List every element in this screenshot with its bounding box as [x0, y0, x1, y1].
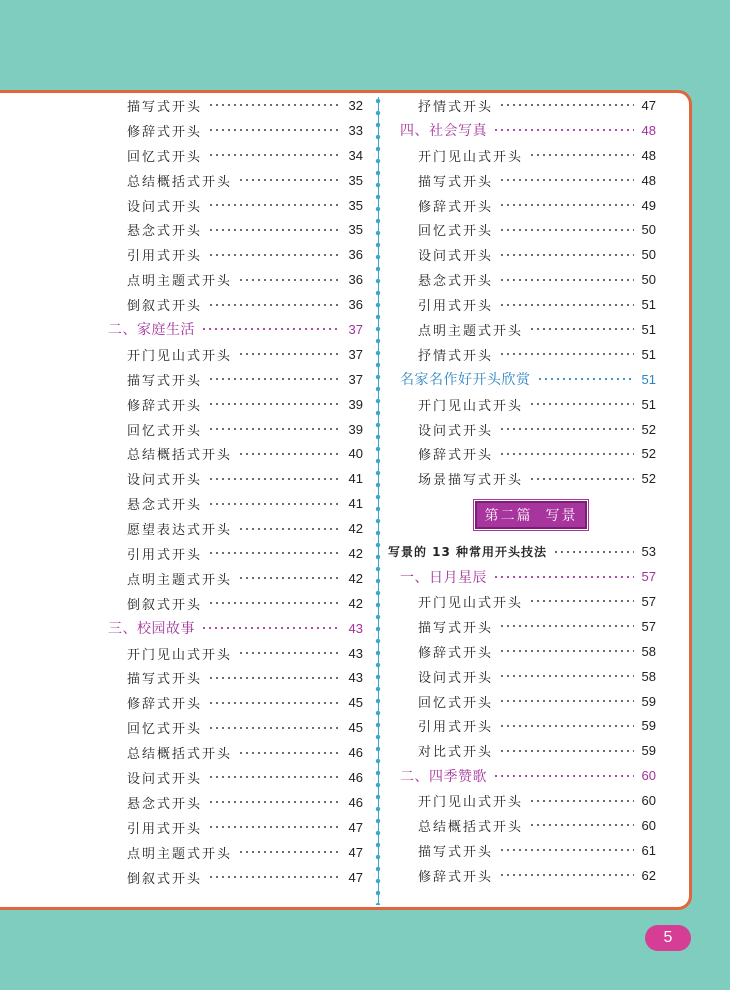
page-ref: 62 [641, 867, 656, 883]
page-ref: 47 [348, 819, 363, 835]
toc-entry-row[interactable] [0, 516, 372, 541]
page-ref: 50 [641, 247, 656, 263]
dot-leader [208, 254, 341, 256]
dot-leader [201, 627, 341, 629]
toc-section-row[interactable] [386, 763, 658, 788]
dot-leader [208, 304, 341, 306]
page-ref: 42 [348, 570, 363, 586]
toc-entry-row[interactable] [386, 143, 658, 168]
entry-title: 修辞式开头 [127, 398, 203, 414]
dot-leader [499, 453, 634, 455]
section-title: 二、家庭生活 [108, 322, 195, 339]
toc-section-row[interactable] [386, 118, 658, 143]
page-ref: 47 [348, 869, 363, 885]
page-ref: 43 [348, 670, 363, 686]
dot-leader [499, 229, 634, 231]
entry-title: 回忆式开头 [127, 722, 203, 738]
entry-title: 开门见山式开头 [418, 595, 524, 611]
toc-entry-row[interactable] [0, 143, 372, 168]
page-ref: 48 [641, 147, 656, 163]
page-ref: 42 [348, 545, 363, 561]
page-ref: 47 [641, 97, 656, 113]
entry-title: 设问式开头 [127, 473, 203, 489]
toc-entry-row[interactable] [386, 93, 658, 118]
toc-entry-row[interactable] [0, 815, 372, 840]
entry-title: 悬念式开头 [127, 224, 203, 240]
dot-leader [499, 179, 634, 181]
entry-title: 开门见山式开头 [418, 795, 524, 811]
page-ref: 57 [641, 593, 656, 609]
dot-leader [499, 700, 634, 702]
page-ref: 48 [641, 122, 656, 138]
page-number-badge: 5 [645, 925, 691, 951]
page-ref: 51 [641, 321, 656, 337]
entry-title: 开门见山式开头 [418, 398, 524, 414]
page-ref: 45 [348, 695, 363, 711]
page-ref: 39 [348, 396, 363, 412]
toc-entry-row[interactable] [0, 715, 372, 740]
toc-entry-row[interactable] [386, 639, 658, 664]
toc-entry-row[interactable] [386, 317, 658, 342]
entry-title: 引用式开头 [127, 547, 203, 563]
page-ref: 42 [348, 595, 363, 611]
toc-entry-row[interactable] [0, 591, 372, 616]
page-ref: 37 [348, 346, 363, 362]
page-ref: 33 [348, 122, 363, 138]
entry-title: 设问式开头 [127, 199, 203, 215]
dot-leader [238, 279, 341, 281]
page-ref: 35 [348, 197, 363, 213]
entry-title: 悬念式开头 [127, 796, 203, 812]
page-ref: 52 [641, 471, 656, 487]
dot-leader [499, 279, 634, 281]
toc-entry-row[interactable] [386, 242, 658, 267]
toc-entry-row[interactable] [386, 713, 658, 738]
page-ref: 51 [641, 297, 656, 313]
page-ref: 60 [641, 793, 656, 809]
toc-entry-row[interactable] [0, 217, 372, 242]
dot-leader [499, 750, 634, 752]
toc-entry-row[interactable] [386, 193, 658, 218]
page-ref: 42 [348, 521, 363, 537]
toc-entry-row[interactable] [0, 541, 372, 566]
page-ref: 60 [641, 768, 656, 784]
page-ref: 59 [641, 743, 656, 759]
dot-leader [238, 577, 341, 579]
toc-entry-row[interactable] [0, 342, 372, 367]
dot-leader [208, 602, 341, 604]
entry-title: 设问式开头 [418, 249, 494, 265]
toc-entry-row[interactable] [386, 838, 658, 863]
toc-entry-row[interactable] [0, 491, 372, 516]
toc-entry-row[interactable] [386, 217, 658, 242]
section-title: 三、校园故事 [108, 621, 195, 638]
dot-leader [208, 129, 341, 131]
entry-title: 点明主题式开头 [127, 274, 233, 290]
dot-leader [238, 179, 341, 181]
part-heading-row [386, 491, 658, 539]
toc-entry-row[interactable] [386, 168, 658, 193]
toc-entry-row[interactable] [0, 865, 372, 890]
entry-title: 总结概括式开头 [127, 448, 233, 464]
toc-entry-row[interactable] [0, 840, 372, 865]
page-ref: 59 [641, 718, 656, 734]
page-ref: 40 [348, 446, 363, 462]
dot-leader [208, 702, 341, 704]
dot-leader [499, 625, 634, 627]
dot-leader [208, 378, 341, 380]
entry-title: 描写式开头 [127, 672, 203, 688]
page-ref: 48 [641, 172, 656, 188]
dot-leader [499, 874, 634, 876]
toc-left-column [0, 93, 372, 890]
page-ref: 58 [641, 643, 656, 659]
section-title: 一、日月星辰 [400, 569, 487, 586]
dot-leader [238, 528, 341, 530]
page-ref: 39 [348, 421, 363, 437]
toc-section-row[interactable] [386, 367, 658, 392]
dot-leader [208, 727, 341, 729]
page-ref: 53 [641, 544, 656, 560]
entry-title: 设问式开头 [418, 670, 494, 686]
dot-leader [499, 428, 634, 430]
toc-entry-row[interactable] [386, 664, 658, 689]
page-ref: 36 [348, 297, 363, 313]
section-title: 名家名作好开头欣赏 [400, 372, 531, 389]
toc-entry-row[interactable] [0, 441, 372, 466]
toc-entry-row[interactable] [386, 689, 658, 714]
dot-leader [208, 552, 341, 554]
page-ref: 51 [641, 371, 656, 387]
page-ref: 32 [348, 97, 363, 113]
entry-title: 描写式开头 [127, 373, 203, 389]
dot-leader [201, 328, 341, 330]
dot-leader [529, 403, 634, 405]
toc-entry-row[interactable] [386, 589, 658, 614]
dot-leader [208, 154, 341, 156]
entry-title: 回忆式开头 [127, 423, 203, 439]
entry-title: 引用式开头 [418, 720, 494, 736]
toc-entry-row[interactable] [386, 738, 658, 763]
entry-title: 抒情式开头 [418, 348, 494, 364]
page-ref: 60 [641, 817, 656, 833]
toc-entry-row[interactable] [0, 566, 372, 591]
page-ref: 37 [348, 321, 363, 337]
entry-title: 引用式开头 [127, 821, 203, 837]
dot-leader [208, 229, 341, 231]
entry-title: 引用式开头 [418, 299, 494, 315]
page-ref: 45 [348, 720, 363, 736]
dot-leader [238, 752, 341, 754]
toc-entry-row[interactable] [0, 242, 372, 267]
entry-title: 设问式开头 [127, 771, 203, 787]
toc-entry-row[interactable] [0, 267, 372, 292]
entry-title: 愿望表达式开头 [127, 523, 233, 539]
entry-title: 修辞式开头 [127, 697, 203, 713]
entry-title: 写景的 13 种常用开头技法 [388, 545, 548, 560]
entry-title: 修辞式开头 [418, 448, 494, 464]
entry-title: 回忆式开头 [418, 224, 494, 240]
entry-title: 描写式开头 [127, 99, 203, 115]
entry-title: 倒叙式开头 [127, 871, 203, 887]
entry-title: 引用式开头 [127, 249, 203, 265]
entry-title: 修辞式开头 [418, 645, 494, 661]
page-ref: 34 [348, 147, 363, 163]
dot-leader [499, 353, 634, 355]
dot-leader [208, 801, 341, 803]
page-ref: 36 [348, 272, 363, 288]
entry-title: 设问式开头 [418, 423, 494, 439]
page-ref: 46 [348, 745, 363, 761]
dot-leader [208, 677, 341, 679]
page-ref: 47 [348, 844, 363, 860]
page-ref: 52 [641, 421, 656, 437]
entry-title: 回忆式开头 [418, 695, 494, 711]
toc-entry-row[interactable] [0, 168, 372, 193]
dot-leader [208, 428, 341, 430]
entry-title: 点明主题式开头 [127, 846, 233, 862]
page-ref: 35 [348, 172, 363, 188]
dot-leader [208, 478, 341, 480]
page-ref: 36 [348, 247, 363, 263]
entry-title: 对比式开头 [418, 745, 494, 761]
page-ref: 35 [348, 222, 363, 238]
entry-title: 修辞式开头 [418, 869, 494, 885]
dot-leader [208, 876, 341, 878]
page-ref: 41 [348, 496, 363, 512]
page-ref: 51 [641, 396, 656, 412]
toc-section-row[interactable] [0, 317, 372, 342]
page-ref: 46 [348, 769, 363, 785]
toc-entry-row[interactable] [386, 342, 658, 367]
entry-title: 总结概括式开头 [418, 819, 524, 835]
page-ref: 57 [641, 618, 656, 634]
dot-leader [499, 254, 634, 256]
entry-title: 描写式开头 [418, 844, 494, 860]
page-ref: 52 [641, 446, 656, 462]
toc-section-row[interactable] [386, 564, 658, 589]
page-ref: 51 [641, 346, 656, 362]
dot-leader [493, 129, 634, 131]
toc-entry-row[interactable] [386, 292, 658, 317]
toc-entry-row[interactable] [0, 790, 372, 815]
toc-entry-row[interactable] [0, 292, 372, 317]
dot-leader [238, 652, 341, 654]
toc-entry-row[interactable] [0, 690, 372, 715]
entry-title: 倒叙式开头 [127, 597, 203, 613]
entry-title: 开门见山式开头 [418, 149, 524, 165]
toc-entry-row[interactable] [0, 740, 372, 765]
toc-entry-row[interactable] [386, 417, 658, 442]
dot-leader [238, 851, 341, 853]
dot-leader [493, 576, 634, 578]
toc-entry-row[interactable] [386, 788, 658, 813]
dot-leader [208, 403, 341, 405]
toc-entry-row[interactable] [0, 93, 372, 118]
toc-entry-row[interactable] [0, 466, 372, 491]
toc-entry-row[interactable] [386, 392, 658, 417]
page-ref: 57 [641, 569, 656, 585]
toc-entry-row[interactable] [0, 641, 372, 666]
entry-title: 抒情式开头 [418, 99, 494, 115]
section-title: 二、四季赞歌 [400, 768, 487, 785]
dot-leader [529, 600, 634, 602]
dot-leader [499, 650, 634, 652]
page-ref: 58 [641, 668, 656, 684]
toc-entry-row[interactable] [0, 193, 372, 218]
dot-leader [499, 725, 634, 727]
toc-entry-row[interactable] [0, 665, 372, 690]
dot-leader [238, 453, 341, 455]
part-heading: 第二篇 写景 [475, 501, 588, 529]
dot-leader [529, 800, 634, 802]
entry-title: 修辞式开头 [418, 199, 494, 215]
entry-title: 点明主题式开头 [418, 323, 524, 339]
dot-leader [493, 775, 634, 777]
page-ref: 46 [348, 794, 363, 810]
page-ref: 50 [641, 222, 656, 238]
entry-title: 修辞式开头 [127, 124, 203, 140]
page-ref: 43 [348, 645, 363, 661]
entry-title: 开门见山式开头 [127, 647, 233, 663]
entry-title: 悬念式开头 [127, 498, 203, 514]
section-title: 四、社会写真 [400, 123, 487, 140]
toc-intro-row[interactable] [386, 539, 658, 564]
dot-leader [208, 204, 341, 206]
dot-leader [208, 826, 341, 828]
entry-title: 开门见山式开头 [127, 348, 233, 364]
page-ref: 61 [641, 842, 656, 858]
toc-entry-row[interactable] [386, 466, 658, 491]
dot-leader [537, 378, 635, 380]
toc-section-row[interactable] [0, 616, 372, 641]
page-ref: 59 [641, 693, 656, 709]
page-ref: 37 [348, 371, 363, 387]
toc-entry-row[interactable] [0, 118, 372, 143]
toc-entry-row[interactable] [0, 765, 372, 790]
dot-leader [529, 478, 634, 480]
page-ref: 50 [641, 272, 656, 288]
entry-title: 回忆式开头 [127, 149, 203, 165]
entry-title: 描写式开头 [418, 620, 494, 636]
dot-leader [499, 104, 634, 106]
entry-title: 总结概括式开头 [127, 174, 233, 190]
dot-leader [499, 849, 634, 851]
column-divider [375, 97, 381, 905]
dot-leader [208, 776, 341, 778]
toc-entry-row[interactable] [386, 441, 658, 466]
toc-entry-row[interactable] [0, 392, 372, 417]
page-ref: 49 [641, 197, 656, 213]
toc-right-column [386, 93, 658, 888]
toc-entry-row[interactable] [0, 367, 372, 392]
dot-leader [208, 503, 341, 505]
entry-title: 总结概括式开头 [127, 747, 233, 763]
page-ref: 41 [348, 471, 363, 487]
toc-entry-row[interactable] [0, 417, 372, 442]
dot-leader [499, 675, 634, 677]
dot-leader [499, 304, 634, 306]
toc-entry-row[interactable] [386, 267, 658, 292]
dot-leader [529, 154, 634, 156]
dot-leader [529, 328, 634, 330]
toc-entry-row[interactable] [386, 863, 658, 888]
entry-title: 点明主题式开头 [127, 572, 233, 588]
dot-leader [208, 104, 341, 106]
dot-leader [499, 204, 634, 206]
entry-title: 场景描写式开头 [418, 473, 524, 489]
toc-entry-row[interactable] [386, 813, 658, 838]
entry-title: 描写式开头 [418, 174, 494, 190]
toc-entry-row[interactable] [386, 614, 658, 639]
entry-title: 倒叙式开头 [127, 299, 203, 315]
dot-leader [553, 551, 634, 553]
page-ref: 43 [348, 620, 363, 636]
dot-leader [238, 353, 341, 355]
dot-leader [529, 824, 634, 826]
entry-title: 悬念式开头 [418, 274, 494, 290]
